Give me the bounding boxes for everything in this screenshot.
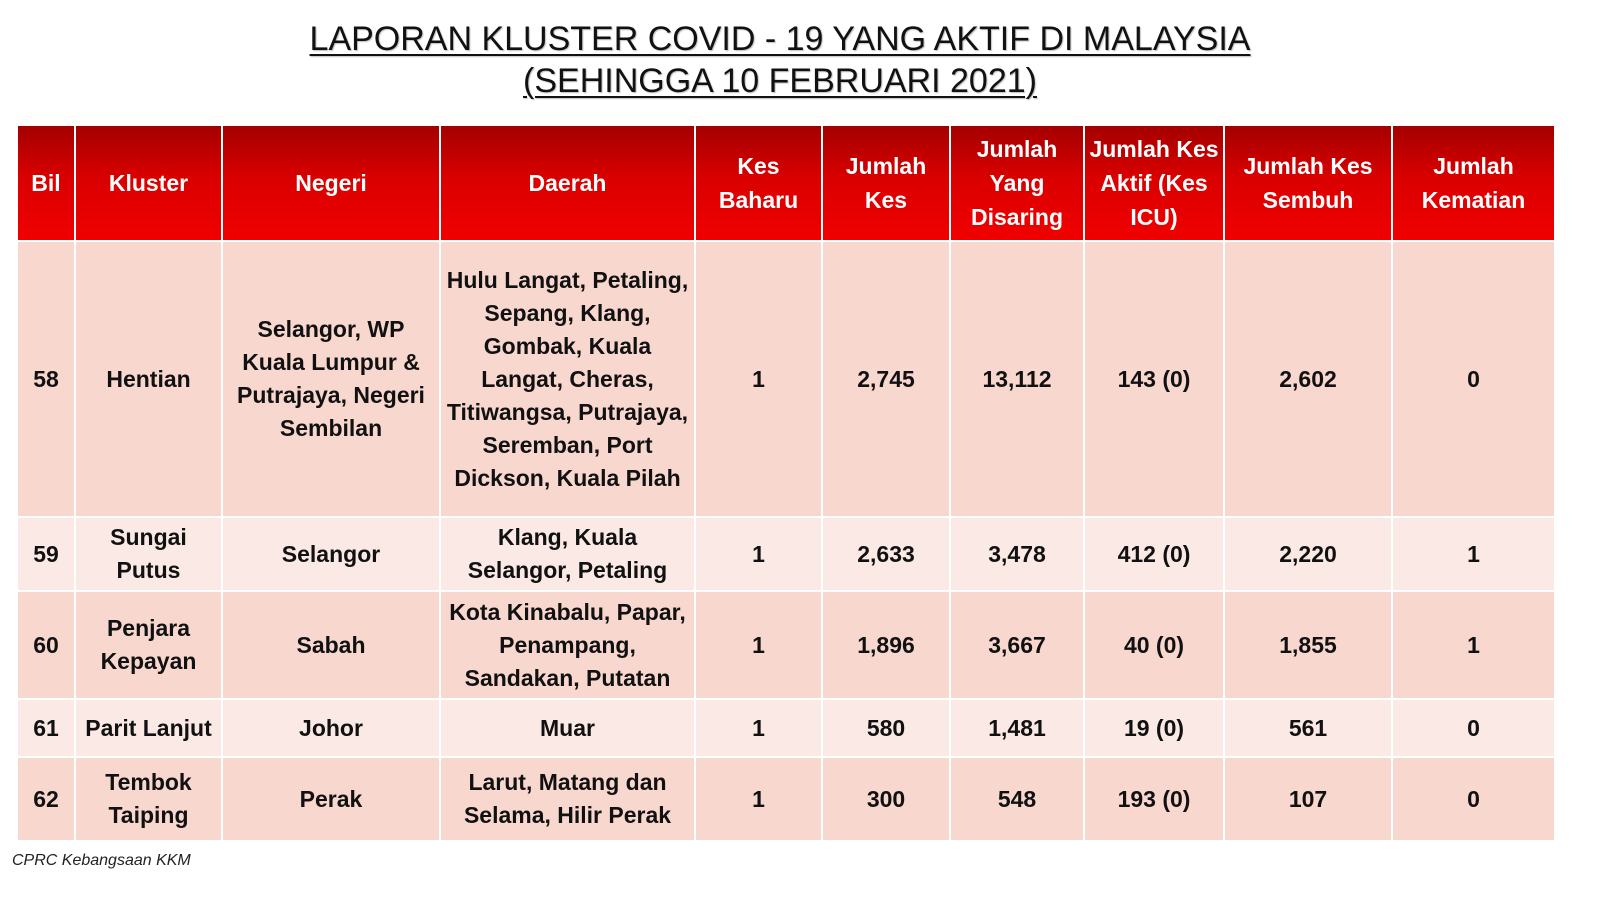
cell-jumlah-kes: 2,633	[822, 517, 950, 591]
cell-kluster: Penjara Kepayan	[75, 591, 222, 699]
cell-negeri: Selangor, WP Kuala Lumpur & Putrajaya, Negeri Sembilan	[222, 241, 440, 517]
header-kluster: Kluster	[75, 125, 222, 241]
cell-negeri: Perak	[222, 757, 440, 841]
cell-jumlah-disaring: 13,112	[950, 241, 1084, 517]
cell-negeri: Sabah	[222, 591, 440, 699]
cell-daerah: Klang, Kuala Selangor, Petaling	[440, 517, 695, 591]
cluster-table	[16, 124, 1556, 842]
cell-bil: 60	[17, 591, 75, 699]
cell-kes-aktif: 19 (0)	[1084, 699, 1224, 757]
source-footnote: CPRC Kebangsaan KKM	[12, 852, 191, 869]
title-line-2: (SEHINGGA 10 FEBRUARI 2021)	[523, 62, 1037, 100]
cell-kes-baharu: 1	[695, 591, 822, 699]
cell-kes-baharu: 1	[695, 757, 822, 841]
cell-kematian: 0	[1392, 699, 1555, 757]
cell-kes-baharu: 1	[695, 699, 822, 757]
cell-kes-sembuh: 2,602	[1224, 241, 1392, 517]
cell-kes-baharu: 1	[695, 517, 822, 591]
cell-kluster: Sungai Putus	[75, 517, 222, 591]
cell-kes-aktif: 143 (0)	[1084, 241, 1224, 517]
cell-daerah: Larut, Matang dan Selama, Hilir Perak	[440, 757, 695, 841]
cell-bil: 59	[17, 517, 75, 591]
title-line-1: LAPORAN KLUSTER COVID - 19 YANG AKTIF DI MALAYSIA	[309, 20, 1251, 58]
cell-jumlah-kes: 300	[822, 757, 950, 841]
cell-jumlah-disaring: 3,478	[950, 517, 1084, 591]
cell-kes-sembuh: 107	[1224, 757, 1392, 841]
cell-kes-baharu: 1	[695, 241, 822, 517]
cell-kes-sembuh: 2,220	[1224, 517, 1392, 591]
header-kes-aktif: Jumlah Kes Aktif (Kes ICU)	[1084, 125, 1224, 241]
header-kematian: Jumlah Kematian	[1392, 125, 1555, 241]
cell-jumlah-disaring: 3,667	[950, 591, 1084, 699]
cell-jumlah-kes: 1,896	[822, 591, 950, 699]
cell-daerah: Muar	[440, 699, 695, 757]
table-row	[17, 757, 1555, 841]
header-kes-sembuh: Jumlah Kes Sembuh	[1224, 125, 1392, 241]
header-daerah: Daerah	[440, 125, 695, 241]
cell-negeri: Selangor	[222, 517, 440, 591]
cell-negeri: Johor	[222, 699, 440, 757]
cell-bil: 62	[17, 757, 75, 841]
table-header-row	[17, 125, 1555, 241]
cell-kematian: 1	[1392, 517, 1555, 591]
cell-daerah: Hulu Langat, Petaling, Sepang, Klang, Gombak, Kuala Langat, Cheras, Titiwangsa, Putrajaya, Seremban, Port Dickson, Kuala Pilah	[440, 241, 695, 517]
cell-kematian: 0	[1392, 757, 1555, 841]
cell-kes-aktif: 412 (0)	[1084, 517, 1224, 591]
cell-kluster: Tembok Taiping	[75, 757, 222, 841]
header-negeri: Negeri	[222, 125, 440, 241]
cell-jumlah-kes: 580	[822, 699, 950, 757]
cell-bil: 58	[17, 241, 75, 517]
table-row	[17, 591, 1555, 699]
cell-kes-sembuh: 561	[1224, 699, 1392, 757]
cell-bil: 61	[17, 699, 75, 757]
table-row	[17, 517, 1555, 591]
cell-jumlah-kes: 2,745	[822, 241, 950, 517]
cell-kluster: Hentian	[75, 241, 222, 517]
cell-jumlah-disaring: 548	[950, 757, 1084, 841]
cell-jumlah-disaring: 1,481	[950, 699, 1084, 757]
cell-daerah: Kota Kinabalu, Papar, Penampang, Sandakan, Putatan	[440, 591, 695, 699]
header-jumlah-kes: Jumlah Kes	[822, 125, 950, 241]
table-row	[17, 241, 1555, 517]
cell-kematian: 0	[1392, 241, 1555, 517]
header-bil: Bil	[17, 125, 75, 241]
cell-kematian: 1	[1392, 591, 1555, 699]
cell-kluster: Parit Lanjut	[75, 699, 222, 757]
report-title	[0, 18, 1560, 102]
cell-kes-sembuh: 1,855	[1224, 591, 1392, 699]
table-row	[17, 699, 1555, 757]
cell-kes-aktif: 40 (0)	[1084, 591, 1224, 699]
header-jumlah-disaring: Jumlah Yang Disaring	[950, 125, 1084, 241]
header-kes-baharu: Kes Baharu	[695, 125, 822, 241]
cell-kes-aktif: 193 (0)	[1084, 757, 1224, 841]
